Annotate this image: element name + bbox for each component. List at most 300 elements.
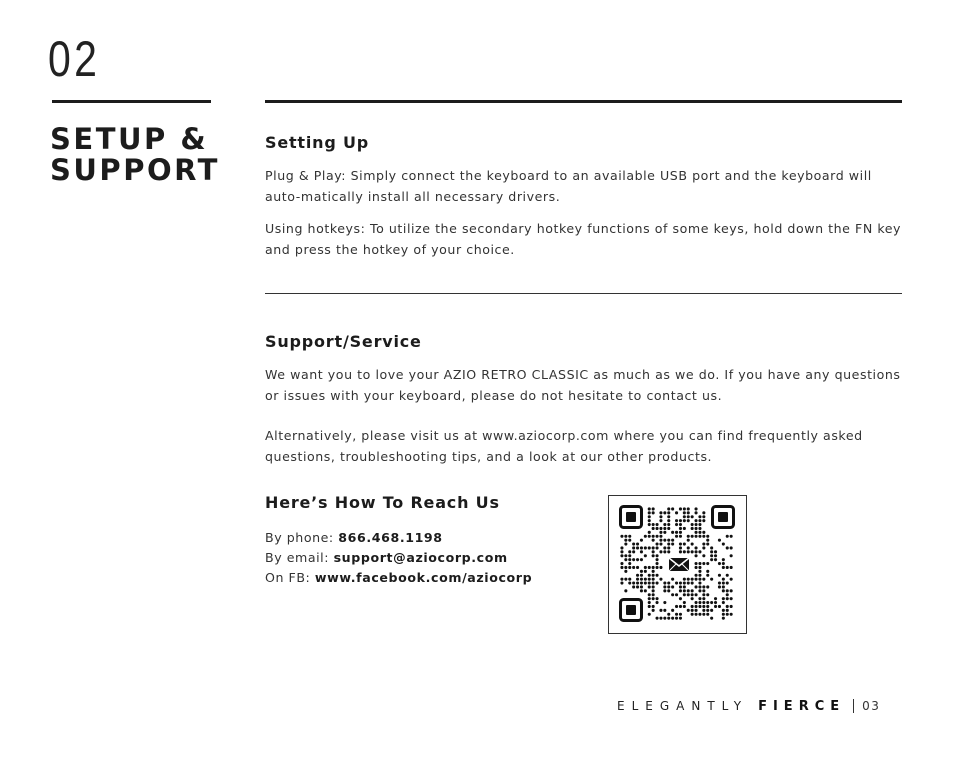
qr-dot — [636, 543, 639, 546]
qr-dot — [648, 566, 651, 569]
qr-dot — [691, 589, 694, 592]
qr-dot — [714, 550, 717, 553]
email-link[interactable]: support@aziocorp.com — [333, 550, 508, 565]
qr-dot — [730, 546, 733, 549]
website-paragraph: Alternatively, please visit us at www.aziocorp.com where you can find frequently asked questions, troubleshooting tips, and a look at our other products. — [265, 428, 863, 464]
plug-play-paragraph: Plug & Play: Simply connect the keyboard to an available USB port and the keyboard will auto-matically install all necessary drivers. — [265, 168, 872, 204]
qr-dot — [698, 535, 701, 538]
qr-dot — [640, 558, 643, 561]
qr-dot — [702, 593, 705, 596]
qr-dot — [702, 601, 705, 604]
qr-dot — [652, 527, 655, 530]
qr-dot — [710, 554, 713, 557]
qr-dot — [667, 613, 670, 616]
qr-dot — [656, 558, 659, 561]
qr-dot — [648, 507, 651, 510]
qr-dot — [691, 550, 694, 553]
qr-dot — [691, 605, 694, 608]
qr-dot — [667, 582, 670, 585]
qr-dot — [691, 535, 694, 538]
qr-dot — [652, 609, 655, 612]
qr-dot — [675, 531, 678, 534]
qr-dot — [652, 507, 655, 510]
qr-dot — [644, 566, 647, 569]
qr-dot — [620, 546, 623, 549]
qr-dot — [620, 578, 623, 581]
qr-dot — [718, 539, 721, 542]
qr-dot — [632, 585, 635, 588]
qr-dot — [718, 574, 721, 577]
qr-dot — [687, 511, 690, 514]
qr-dot — [620, 562, 623, 565]
section-divider — [265, 293, 902, 294]
qr-dot — [652, 535, 655, 538]
qr-dot — [636, 566, 639, 569]
qr-dot — [640, 570, 643, 573]
qr-dot — [722, 585, 725, 588]
qr-dot — [702, 578, 705, 581]
qr-dot — [722, 543, 725, 546]
qr-dot — [679, 589, 682, 592]
qr-dot — [663, 609, 666, 612]
qr-dot — [659, 515, 662, 518]
qr-dot — [652, 554, 655, 557]
qr-dot — [648, 585, 651, 588]
qr-dot — [667, 546, 670, 549]
qr-dot — [644, 582, 647, 585]
qr-dot — [687, 578, 690, 581]
qr-dot — [624, 554, 627, 557]
email-label: By email: — [265, 550, 334, 565]
qr-dot — [687, 539, 690, 542]
qr-dot — [636, 574, 639, 577]
reach-heading: Here’s How To Reach Us — [265, 493, 500, 512]
qr-dot — [698, 570, 701, 573]
qr-dot — [628, 535, 631, 538]
qr-dot — [667, 550, 670, 553]
qr-dot — [652, 570, 655, 573]
phone-link[interactable]: 866.468.1198 — [338, 530, 443, 545]
qr-dot — [691, 597, 694, 600]
qr-dot — [636, 546, 639, 549]
qr-dot — [667, 519, 670, 522]
qr-dot — [628, 554, 631, 557]
qr-dot — [710, 617, 713, 620]
qr-dot — [648, 613, 651, 616]
qr-dot — [656, 574, 659, 577]
qr-dot — [652, 550, 655, 553]
qr-dot — [628, 550, 631, 553]
qr-dot — [706, 585, 709, 588]
qr-dot — [667, 511, 670, 514]
qr-dot — [667, 617, 670, 620]
qr-dot — [659, 511, 662, 514]
qr-dot — [718, 582, 721, 585]
qr-dot — [683, 519, 686, 522]
qr-dot — [706, 605, 709, 608]
phone-label: By phone: — [265, 530, 339, 545]
chapter-number: 02 — [48, 31, 101, 87]
qr-dot — [710, 546, 713, 549]
qr-dot — [624, 543, 627, 546]
qr-dot — [702, 605, 705, 608]
qr-dot — [698, 585, 701, 588]
qr-dot — [726, 593, 729, 596]
qr-dot — [698, 519, 701, 522]
qr-dot — [667, 515, 670, 518]
qr-code[interactable] — [608, 495, 747, 634]
qr-dot — [656, 546, 659, 549]
footer — [617, 696, 880, 716]
qr-dot — [726, 574, 729, 577]
qr-dot — [687, 582, 690, 585]
qr-dot — [702, 535, 705, 538]
qr-code-image — [609, 496, 746, 633]
qr-dot — [624, 558, 627, 561]
qr-dot — [718, 605, 721, 608]
qr-dot — [683, 515, 686, 518]
qr-dot — [722, 609, 725, 612]
qr-dot — [706, 601, 709, 604]
qr-dot — [683, 550, 686, 553]
qr-dot — [628, 539, 631, 542]
hotkeys-paragraph: Using hotkeys: To utilize the secondary hotkey functions of some keys, hold down the FN key and press the hotkey of your choice. — [265, 221, 902, 257]
qr-dot — [640, 550, 643, 553]
qr-dot — [698, 589, 701, 592]
qr-dot — [679, 582, 682, 585]
qr-dot — [726, 589, 729, 592]
qr-dot — [659, 617, 662, 620]
qr-dot — [659, 539, 662, 542]
qr-dot — [698, 523, 701, 526]
qr-dot — [695, 609, 698, 612]
qr-dot — [663, 546, 666, 549]
qr-dot — [675, 582, 678, 585]
qr-dot — [663, 527, 666, 530]
qr-dot — [695, 613, 698, 616]
qr-dot — [648, 582, 651, 585]
qr-dot — [718, 562, 721, 565]
qr-dot — [628, 558, 631, 561]
qr-dot — [687, 515, 690, 518]
qr-dot — [636, 582, 639, 585]
qr-dot — [687, 546, 690, 549]
qr-dot — [687, 507, 690, 510]
qr-dot — [652, 511, 655, 514]
qr-dot — [683, 589, 686, 592]
footer-separator — [853, 699, 854, 713]
support-paragraph: We want you to love your AZIO RETRO CLASSIC as much as we do. If you have any questions or issues with your keyboard, please do not hesitate to contact us. — [265, 367, 901, 403]
qr-dot — [663, 511, 666, 514]
qr-dot — [667, 539, 670, 542]
setting-up-section — [265, 133, 905, 260]
qr-dot — [706, 574, 709, 577]
qr-dot — [683, 578, 686, 581]
qr-dot — [695, 601, 698, 604]
qr-dot — [698, 601, 701, 604]
qr-dot — [679, 597, 682, 600]
qr-dot — [667, 507, 670, 510]
qr-dot — [620, 566, 623, 569]
qr-dot — [652, 566, 655, 569]
qr-dot — [698, 578, 701, 581]
qr-dot — [730, 613, 733, 616]
qr-dot — [695, 550, 698, 553]
qr-dot — [691, 515, 694, 518]
qr-dot — [663, 550, 666, 553]
qr-dot — [679, 617, 682, 620]
qr-dot — [656, 535, 659, 538]
qr-dot — [679, 527, 682, 530]
qr-dot — [659, 566, 662, 569]
qr-dot — [683, 605, 686, 608]
qr-dot — [683, 585, 686, 588]
qr-dot — [695, 531, 698, 534]
qr-dot — [667, 527, 670, 530]
qr-dot — [698, 550, 701, 553]
qr-dot — [683, 543, 686, 546]
qr-dot — [675, 605, 678, 608]
qr-dot — [702, 543, 705, 546]
qr-dot — [679, 546, 682, 549]
qr-dot — [698, 515, 701, 518]
qr-dot — [620, 554, 623, 557]
qr-dot — [702, 531, 705, 534]
qr-dot — [691, 523, 694, 526]
qr-dot — [656, 566, 659, 569]
qr-dot — [679, 535, 682, 538]
qr-dot — [659, 527, 662, 530]
support-section — [265, 332, 905, 467]
support-heading: Support/Service — [265, 332, 422, 351]
qr-dot — [648, 578, 651, 581]
chapter-title-line1: SETUP & — [50, 122, 209, 156]
qr-dot — [691, 609, 694, 612]
qr-dot — [698, 574, 701, 577]
qr-dot — [632, 558, 635, 561]
qr-dot — [687, 589, 690, 592]
qr-dot — [636, 585, 639, 588]
email-line — [265, 548, 532, 568]
qr-dot — [714, 601, 717, 604]
qr-dot — [667, 585, 670, 588]
qr-dot — [726, 609, 729, 612]
qr-dot — [679, 531, 682, 534]
qr-dot — [714, 597, 717, 600]
qr-dot — [628, 566, 631, 569]
qr-dot — [722, 613, 725, 616]
qr-dot — [671, 593, 674, 596]
qr-dot — [659, 609, 662, 612]
qr-dot — [671, 531, 674, 534]
qr-dot — [710, 578, 713, 581]
qr-dot — [702, 562, 705, 565]
qr-dot — [648, 519, 651, 522]
chapter-title-line2: SUPPORT — [50, 153, 220, 187]
qr-dot — [710, 550, 713, 553]
qr-dot — [695, 554, 698, 557]
setting-up-heading: Setting Up — [265, 133, 370, 152]
qr-dot — [656, 582, 659, 585]
qr-dot — [726, 566, 729, 569]
qr-dot — [702, 609, 705, 612]
qr-dot — [730, 589, 733, 592]
qr-dot — [722, 566, 725, 569]
qr-dot — [702, 613, 705, 616]
qr-dot — [675, 511, 678, 514]
qr-dot — [632, 546, 635, 549]
qr-dot — [726, 597, 729, 600]
qr-dot — [640, 574, 643, 577]
qr-dot — [698, 613, 701, 616]
qr-dot — [628, 578, 631, 581]
qr-dot — [702, 546, 705, 549]
qr-dot — [730, 578, 733, 581]
qr-dot — [632, 550, 635, 553]
phone-line — [265, 528, 532, 548]
qr-dot — [675, 617, 678, 620]
qr-dot — [648, 597, 651, 600]
qr-dot — [714, 554, 717, 557]
facebook-link[interactable]: www.facebook.com/aziocorp — [314, 570, 533, 585]
qr-dot — [722, 562, 725, 565]
qr-dot — [652, 582, 655, 585]
qr-dot — [702, 589, 705, 592]
qr-dot — [683, 511, 686, 514]
qr-dot — [671, 617, 674, 620]
qr-dot — [726, 605, 729, 608]
left-divider — [52, 100, 211, 103]
qr-dot — [652, 578, 655, 581]
qr-dot — [652, 593, 655, 596]
qr-dot — [620, 582, 623, 585]
qr-dot — [628, 562, 631, 565]
qr-dot — [695, 566, 698, 569]
qr-dot — [695, 605, 698, 608]
qr-dot — [706, 609, 709, 612]
qr-dot — [656, 601, 659, 604]
qr-dot — [648, 515, 651, 518]
qr-dot — [656, 527, 659, 530]
page-number: 03 — [862, 699, 881, 713]
qr-dot — [730, 554, 733, 557]
qr-dot — [628, 582, 631, 585]
qr-dot — [648, 523, 651, 526]
qr-dot — [624, 570, 627, 573]
qr-dot — [706, 535, 709, 538]
qr-dot — [667, 543, 670, 546]
qr-dot — [652, 539, 655, 542]
qr-dot — [726, 582, 729, 585]
qr-dot — [687, 609, 690, 612]
reach-section — [265, 493, 532, 588]
qr-dot — [718, 585, 721, 588]
qr-dot — [706, 562, 709, 565]
qr-dot — [624, 535, 627, 538]
qr-dot — [675, 535, 678, 538]
tagline-light: ELEGANTLY — [617, 699, 749, 713]
qr-dot — [722, 601, 725, 604]
qr-dot — [656, 543, 659, 546]
qr-dot — [698, 605, 701, 608]
qr-dot — [683, 593, 686, 596]
qr-dot — [644, 578, 647, 581]
qr-dot — [695, 585, 698, 588]
qr-dot — [695, 574, 698, 577]
qr-dot — [663, 617, 666, 620]
qr-dot — [702, 511, 705, 514]
qr-dot — [652, 605, 655, 608]
qr-dot — [659, 543, 662, 546]
qr-dot — [679, 507, 682, 510]
tagline-bold: FIERCE — [758, 698, 846, 714]
qr-dot — [644, 589, 647, 592]
qr-dot — [656, 562, 659, 565]
qr-dot — [648, 593, 651, 596]
qr-dot — [706, 539, 709, 542]
qr-dot — [671, 609, 674, 612]
top-divider — [265, 100, 902, 103]
qr-dot — [695, 562, 698, 565]
qr-dot — [698, 562, 701, 565]
qr-dot — [679, 543, 682, 546]
qr-dot — [636, 558, 639, 561]
qr-dot — [659, 519, 662, 522]
qr-dot — [656, 554, 659, 557]
qr-dot — [691, 543, 694, 546]
qr-dot — [640, 539, 643, 542]
qr-dot — [644, 570, 647, 573]
qr-dot — [722, 617, 725, 620]
qr-dot — [726, 535, 729, 538]
qr-dot — [679, 585, 682, 588]
qr-dot — [663, 589, 666, 592]
qr-dot — [659, 578, 662, 581]
qr-dot — [679, 613, 682, 616]
qr-dot — [687, 593, 690, 596]
qr-dot — [698, 531, 701, 534]
qr-dot — [640, 585, 643, 588]
qr-dot — [648, 535, 651, 538]
qr-dot — [624, 539, 627, 542]
qr-dot — [726, 613, 729, 616]
qr-dot — [730, 597, 733, 600]
qr-dot — [702, 554, 705, 557]
qr-dot — [687, 550, 690, 553]
qr-dot — [675, 593, 678, 596]
qr-dot — [702, 515, 705, 518]
qr-dot — [702, 519, 705, 522]
qr-dot — [671, 539, 674, 542]
qr-dot — [683, 507, 686, 510]
qr-dot — [698, 566, 701, 569]
qr-dot — [648, 511, 651, 514]
qr-dot — [648, 601, 651, 604]
qr-dot — [695, 593, 698, 596]
qr-dot — [679, 605, 682, 608]
qr-dot — [679, 523, 682, 526]
qr-dot — [648, 546, 651, 549]
qr-dot — [691, 527, 694, 530]
qr-dot — [663, 582, 666, 585]
qr-dot — [706, 593, 709, 596]
qr-dot — [640, 589, 643, 592]
qr-dot — [663, 523, 666, 526]
qr-dot — [675, 519, 678, 522]
envelope-icon — [666, 555, 692, 574]
qr-dot — [624, 566, 627, 569]
qr-dot — [659, 531, 662, 534]
